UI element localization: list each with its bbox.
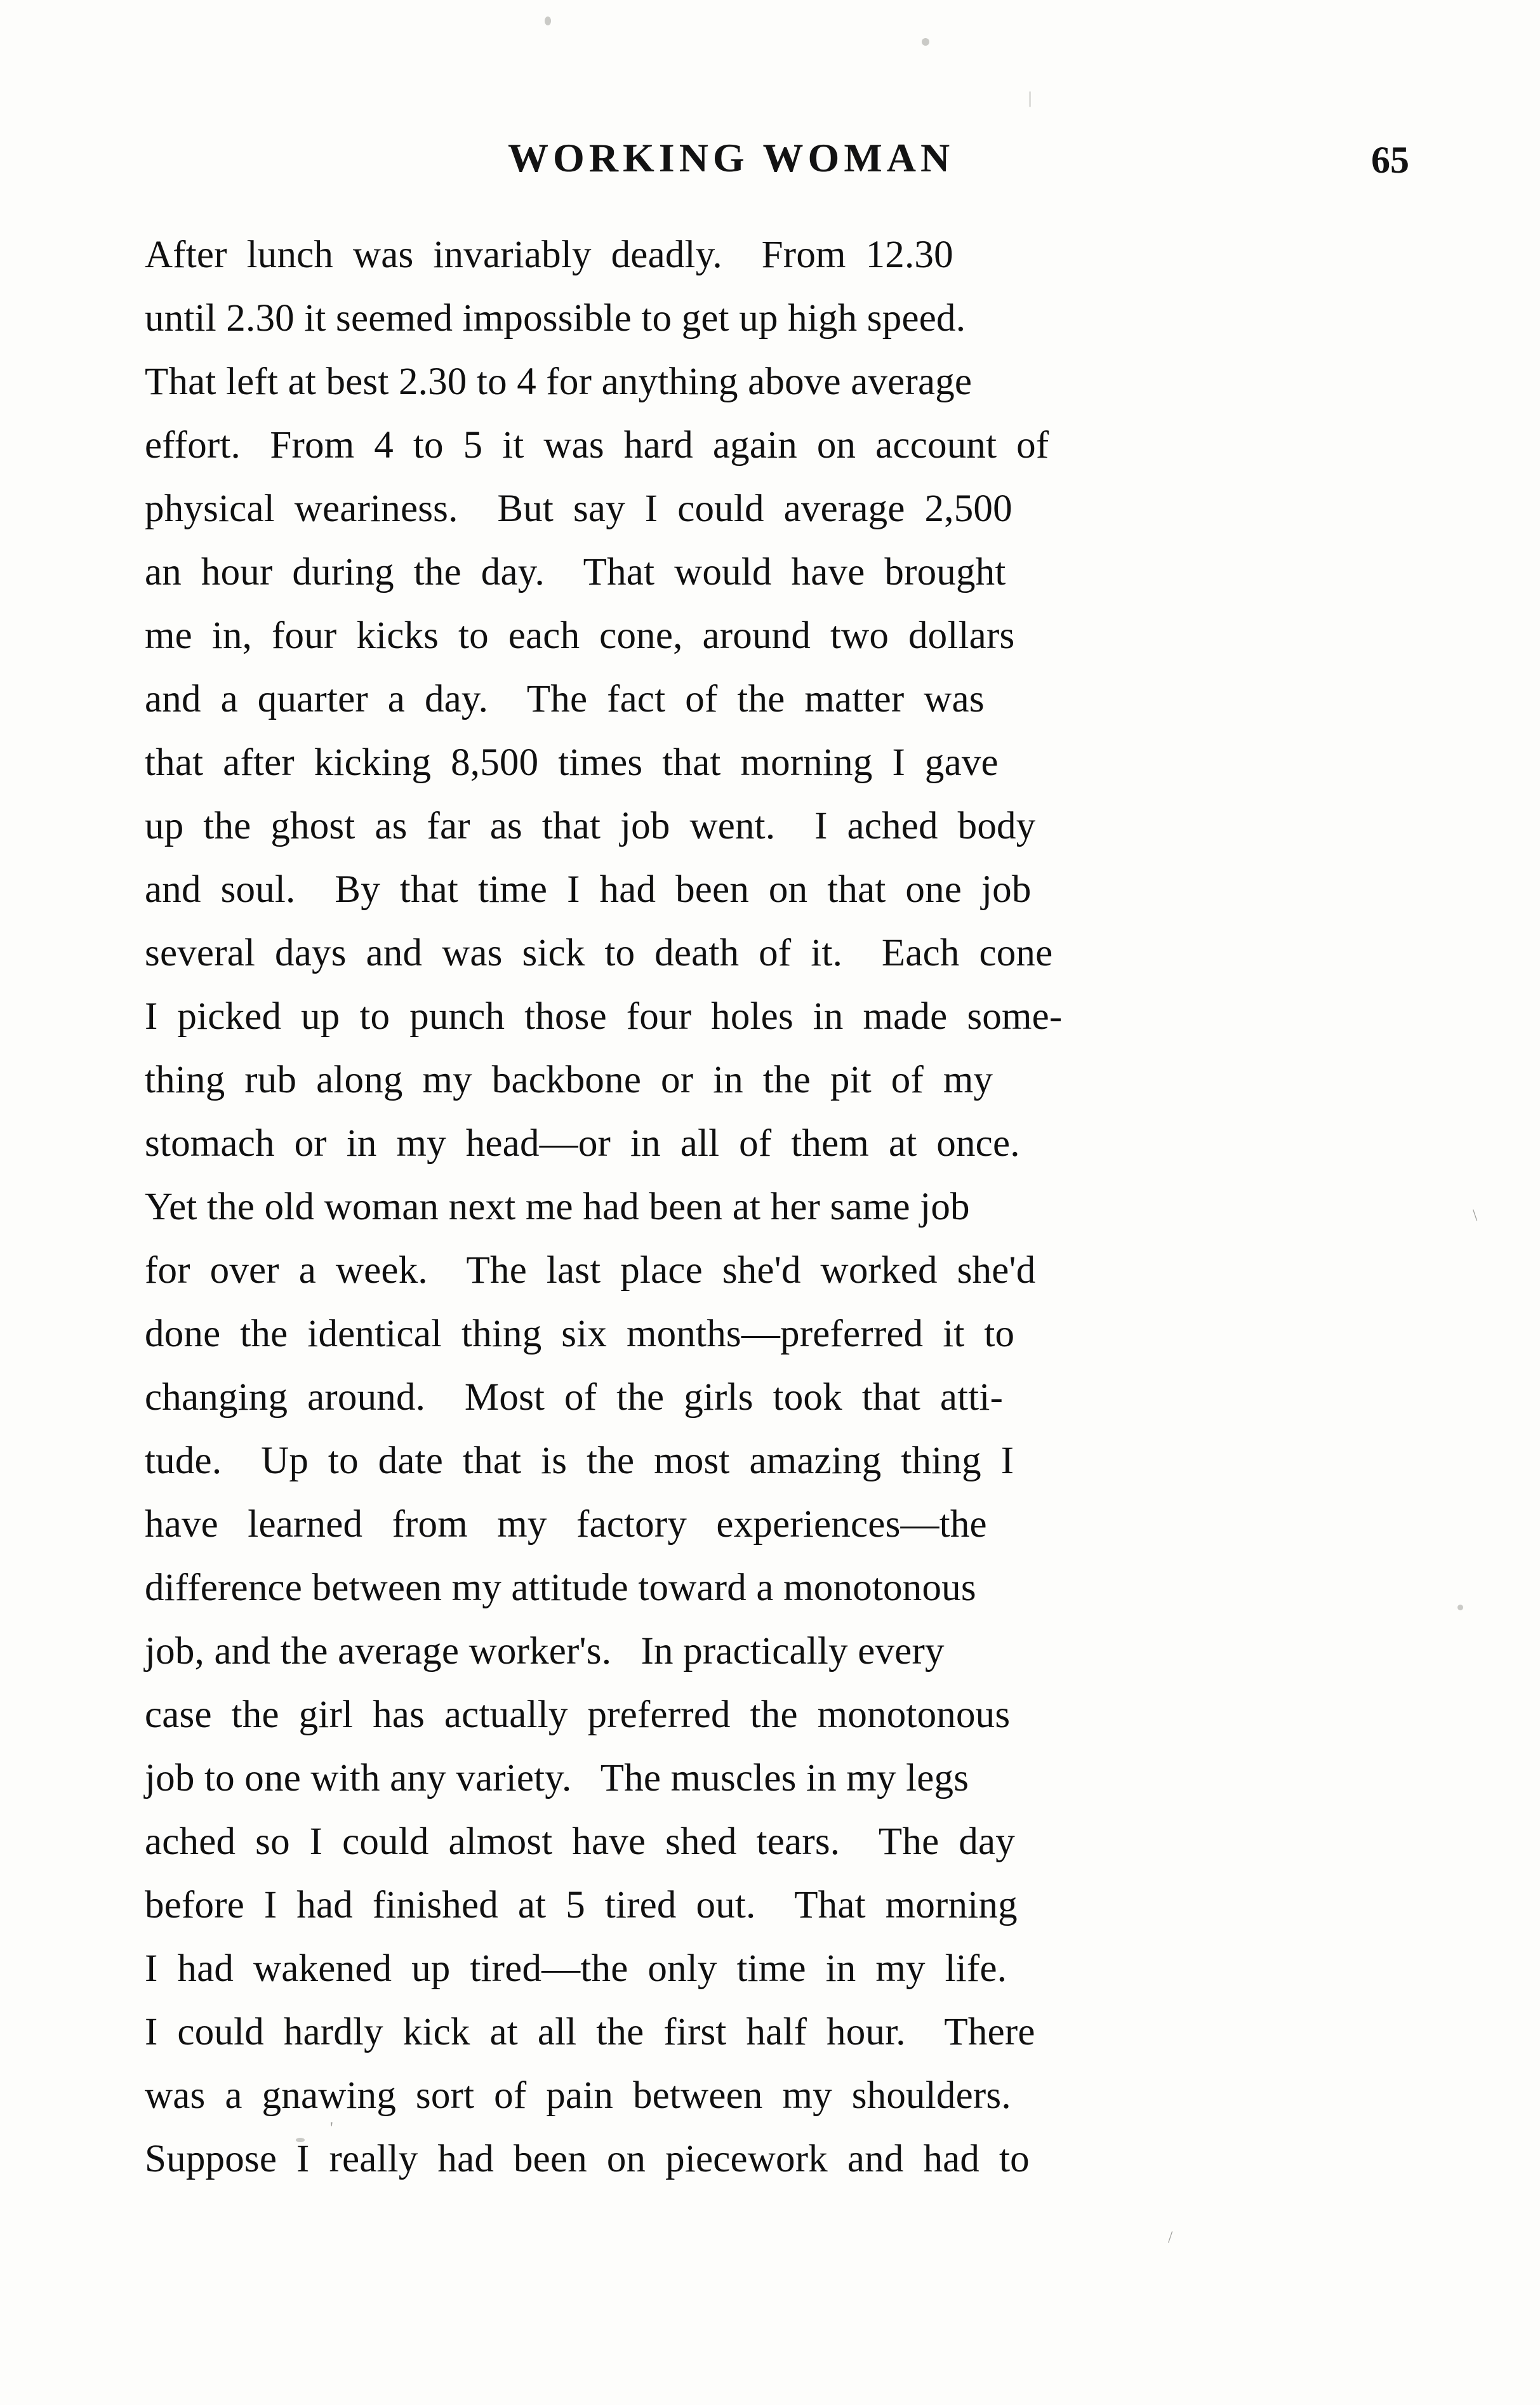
text-line: have learned from my factory experiences—the [145,1503,987,1546]
text-line: up the ghost as far as that job went. I ached body [145,805,1036,847]
text-line: difference between my attitude toward a monotonous [145,1567,976,1609]
running-title: WORKING WOMAN [508,135,955,180]
text-line: physical weariness. But say I could average 2,500 [145,487,1012,530]
scan-speck [1457,1605,1463,1610]
text-line: I had wakened up tired—the only time in my life. [145,1947,1007,1990]
text-line: and soul. By that time I had been on that one job [145,868,1032,911]
text-line: case the girl has actually preferred the monotonous [145,1693,1011,1736]
text-line: an hour during the day. That would have brought [145,551,1006,593]
text-line: before I had finished at 5 tired out. That morning [145,1884,1018,1926]
text-line: changing around. Most of the girls took that atti- [145,1376,1004,1419]
text-line: several days and was sick to death of it. Each cone [145,932,1053,974]
text-line: job, and the average worker's. In practically every [145,1630,945,1673]
text-line: job to one with any variety. The muscles in my legs [145,1757,969,1799]
text-line: Suppose I really had been on piecework and had to [145,2138,1030,2180]
page-number: 65 [1371,139,1409,181]
text-line: done the identical thing six months—preferred it to [145,1313,1015,1355]
text-line: stomach or in my head—or in all of them at once. [145,1122,1020,1165]
text-line: tude. Up to date that is the most amazing thing I [145,1440,1014,1482]
text-line: Yet the old woman next me had been at her same job [145,1186,970,1228]
margin-tick-top: | [1028,89,1032,107]
text-line: thing rub along my backbone or in the pit of my [145,1059,993,1101]
text-line: and a quarter a day. The fact of the matter was [145,678,985,720]
scan-speck [545,17,551,25]
margin-tick-bottom: / [1168,2228,1173,2246]
margin-tick-footer: ' [330,2119,333,2137]
text-line: ached so I could almost have shed tears. The day [145,1820,1015,1863]
text-line: That left at best 2.30 to 4 for anything above average [145,361,972,403]
text-line: After lunch was invariably deadly. From 12.30 [145,234,953,276]
text-line: until 2.30 it seemed impossible to get up high speed. [145,297,966,340]
scan-speck [922,38,929,46]
body-text [145,223,1405,2191]
text-line: for over a week. The last place she'd worked she'd [145,1249,1036,1292]
text-line: me in, four kicks to each cone, around two dollars [145,614,1015,657]
text-line: I could hardly kick at all the first half hour. There [145,2011,1035,2053]
text-line: effort. From 4 to 5 it was hard again on account of [145,424,1049,467]
text-line: was a gnawing sort of pain between my shoulders. [145,2074,1011,2117]
text-line: I picked up to punch those four holes in made some- [145,995,1063,1038]
margin-tick-right: \ [1473,1206,1478,1224]
page-header [146,135,1409,192]
text-line: that after kicking 8,500 times that morning I gave [145,741,999,784]
